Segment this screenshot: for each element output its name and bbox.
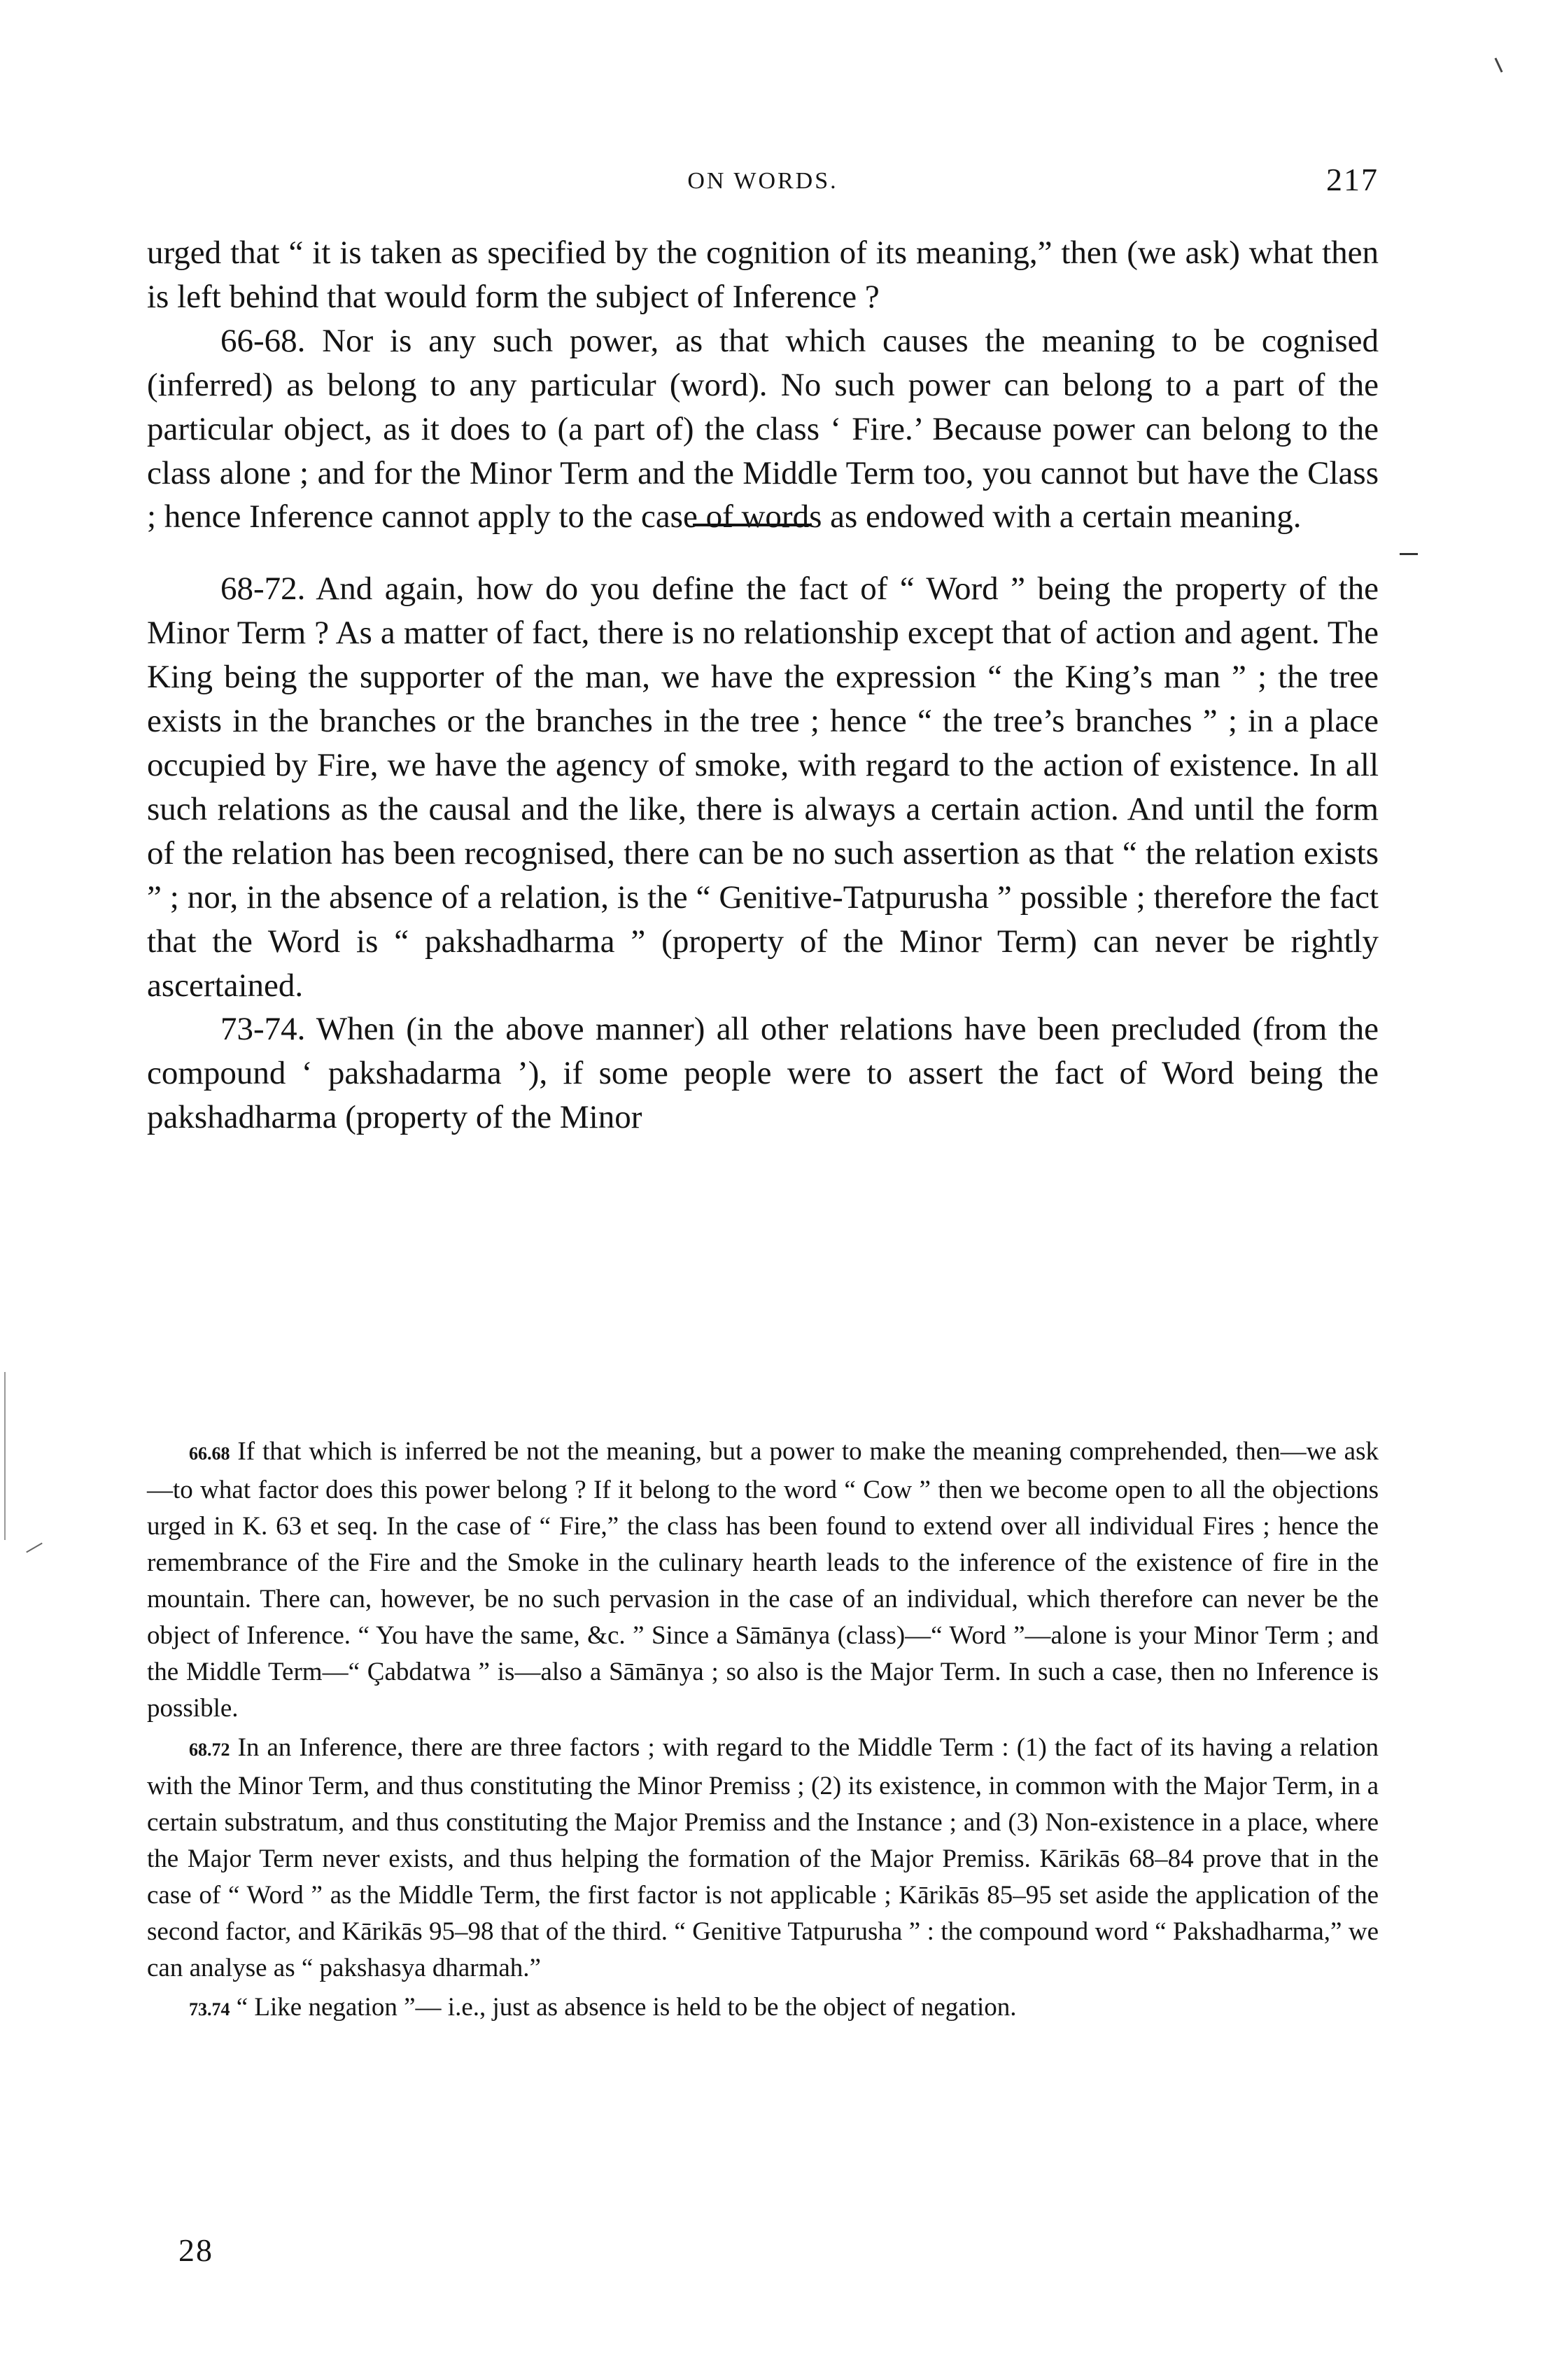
footnote-text: In an Inference, there are three factors ; with regard to the Middle Term : (1) the fact of its having a relation with the Minor Term, and thus constituting the Minor Premiss ; (2) its existence, in common with the Major Term, in a certain substratum, and thus constituting the Major Premiss and the Instance ; and (3) Non-existence in a place, where the Major Term never exists, and thus helping the formation of the Major Premiss. Kārikās 68–84 prove that in the case of “ Word ” as the Middle Term, the first factor is not applicable ; Kārikās 85–95 set aside the application of the second factor, and Kārikās 95–98 that of the third. “ Genitive Tatpurusha ” : the compound word “ Pakshadharma,” we can analyse as “ pakshasya dharmah.” bbox=[147, 1733, 1379, 1982]
scan-edge-line bbox=[4, 1372, 6, 1540]
paragraph-68-72: 68-72. And again, how do you define the fact of “ Word ” being the property of the Minor Term ? As a matter of fact, there is no relationship except that of action and agent. The King being the supporter of the man, we have the expression “ the King’s man ” ; the tree exists in the branches or the branches in the tree ; hence “ the tree’s branches ” ; in a place occupied by Fire, we have the agency of smoke, with regard to the action of existence. In all such relations as the causal and the like, there is always a certain action. And until the form of the relation has been recognised, there can be no such assertion as that “ the relation exists ” ; nor, in the absence of a relation, is the “ Genitive-Tatpurusha ” possible ; therefore the fact that the Word is “ pakshadharma ” (property of the Minor Term) can never be rightly ascertained. bbox=[147, 570, 1379, 1004]
page-number: 217 bbox=[1326, 162, 1379, 197]
body-text bbox=[147, 231, 1379, 1140]
footnote-text: “ Like negation ”— i.e., just as absence is held to be the object of negation. bbox=[236, 1993, 1017, 2022]
footnote-label: 68.72 bbox=[189, 1740, 230, 1760]
signature-mark: 28 bbox=[178, 2232, 213, 2268]
scan-mark bbox=[1494, 57, 1503, 72]
margin-dash bbox=[1400, 553, 1418, 555]
footnote-label: 66.68 bbox=[189, 1443, 230, 1464]
footnote bbox=[147, 1989, 1379, 2028]
running-title: ON WORDS. bbox=[687, 168, 838, 194]
scan-edge-mark bbox=[26, 1543, 43, 1553]
paragraph-continued: urged that “ it is taken as specified by the cognition of its meaning,” then (we ask) what then is left behind that would form the subject of Inference ? bbox=[147, 234, 1379, 315]
paragraph-66-68: 66-68. Nor is any such power, as that which causes the meaning to be cognised (inferred) as belong to any particular (word). No such power can belong to a part of the particular object, as it does to (a part of) the class ‘ Fire.’ Because power can belong to the class alone ; and for the Minor Term and the Middle Term too, you cannot but have the Class ; hence Inference cannot apply to the case of words as endowed with a certain meaning. bbox=[147, 322, 1379, 536]
paragraph-73-74: 73-74. When (in the above manner) all other relations have been precluded (from the compound ‘ pakshadarma ’), if some people were to assert the fact of Word being the pakshadharma (property of the Minor bbox=[147, 1011, 1379, 1136]
footnote bbox=[147, 1434, 1379, 1727]
divider-rule bbox=[693, 524, 812, 526]
footnote-label: 73.74 bbox=[189, 1999, 230, 2019]
footnote bbox=[147, 1730, 1379, 1987]
footnotes bbox=[147, 1434, 1379, 2031]
running-head bbox=[147, 160, 1379, 209]
footnote-text: If that which is inferred be not the meaning, but a power to make the meaning comprehended, then—we ask—to what factor does this power belong ? If it belong to the word “ Cow ” then we become open to all the objections urged in K. 63 et seq. In the case of “ Fire,” the class has been found to extend over all individual Fires ; hence the remembrance of the Fire and the Smoke in the culinary hearth leads to the inference of the existence of fire in the mountain. There can, however, be no such pervasion in the case of an individual, which therefore can never be the object of Inference. “ You have the same, &c. ” Since a Sāmānya (class)—“ Word ”—alone is your Minor Term ; and the Middle Term—“ Çabdatwa ” is—also a Sāmānya ; so also is the Major Term. In such a case, then no Inference is possible. bbox=[147, 1437, 1379, 1723]
